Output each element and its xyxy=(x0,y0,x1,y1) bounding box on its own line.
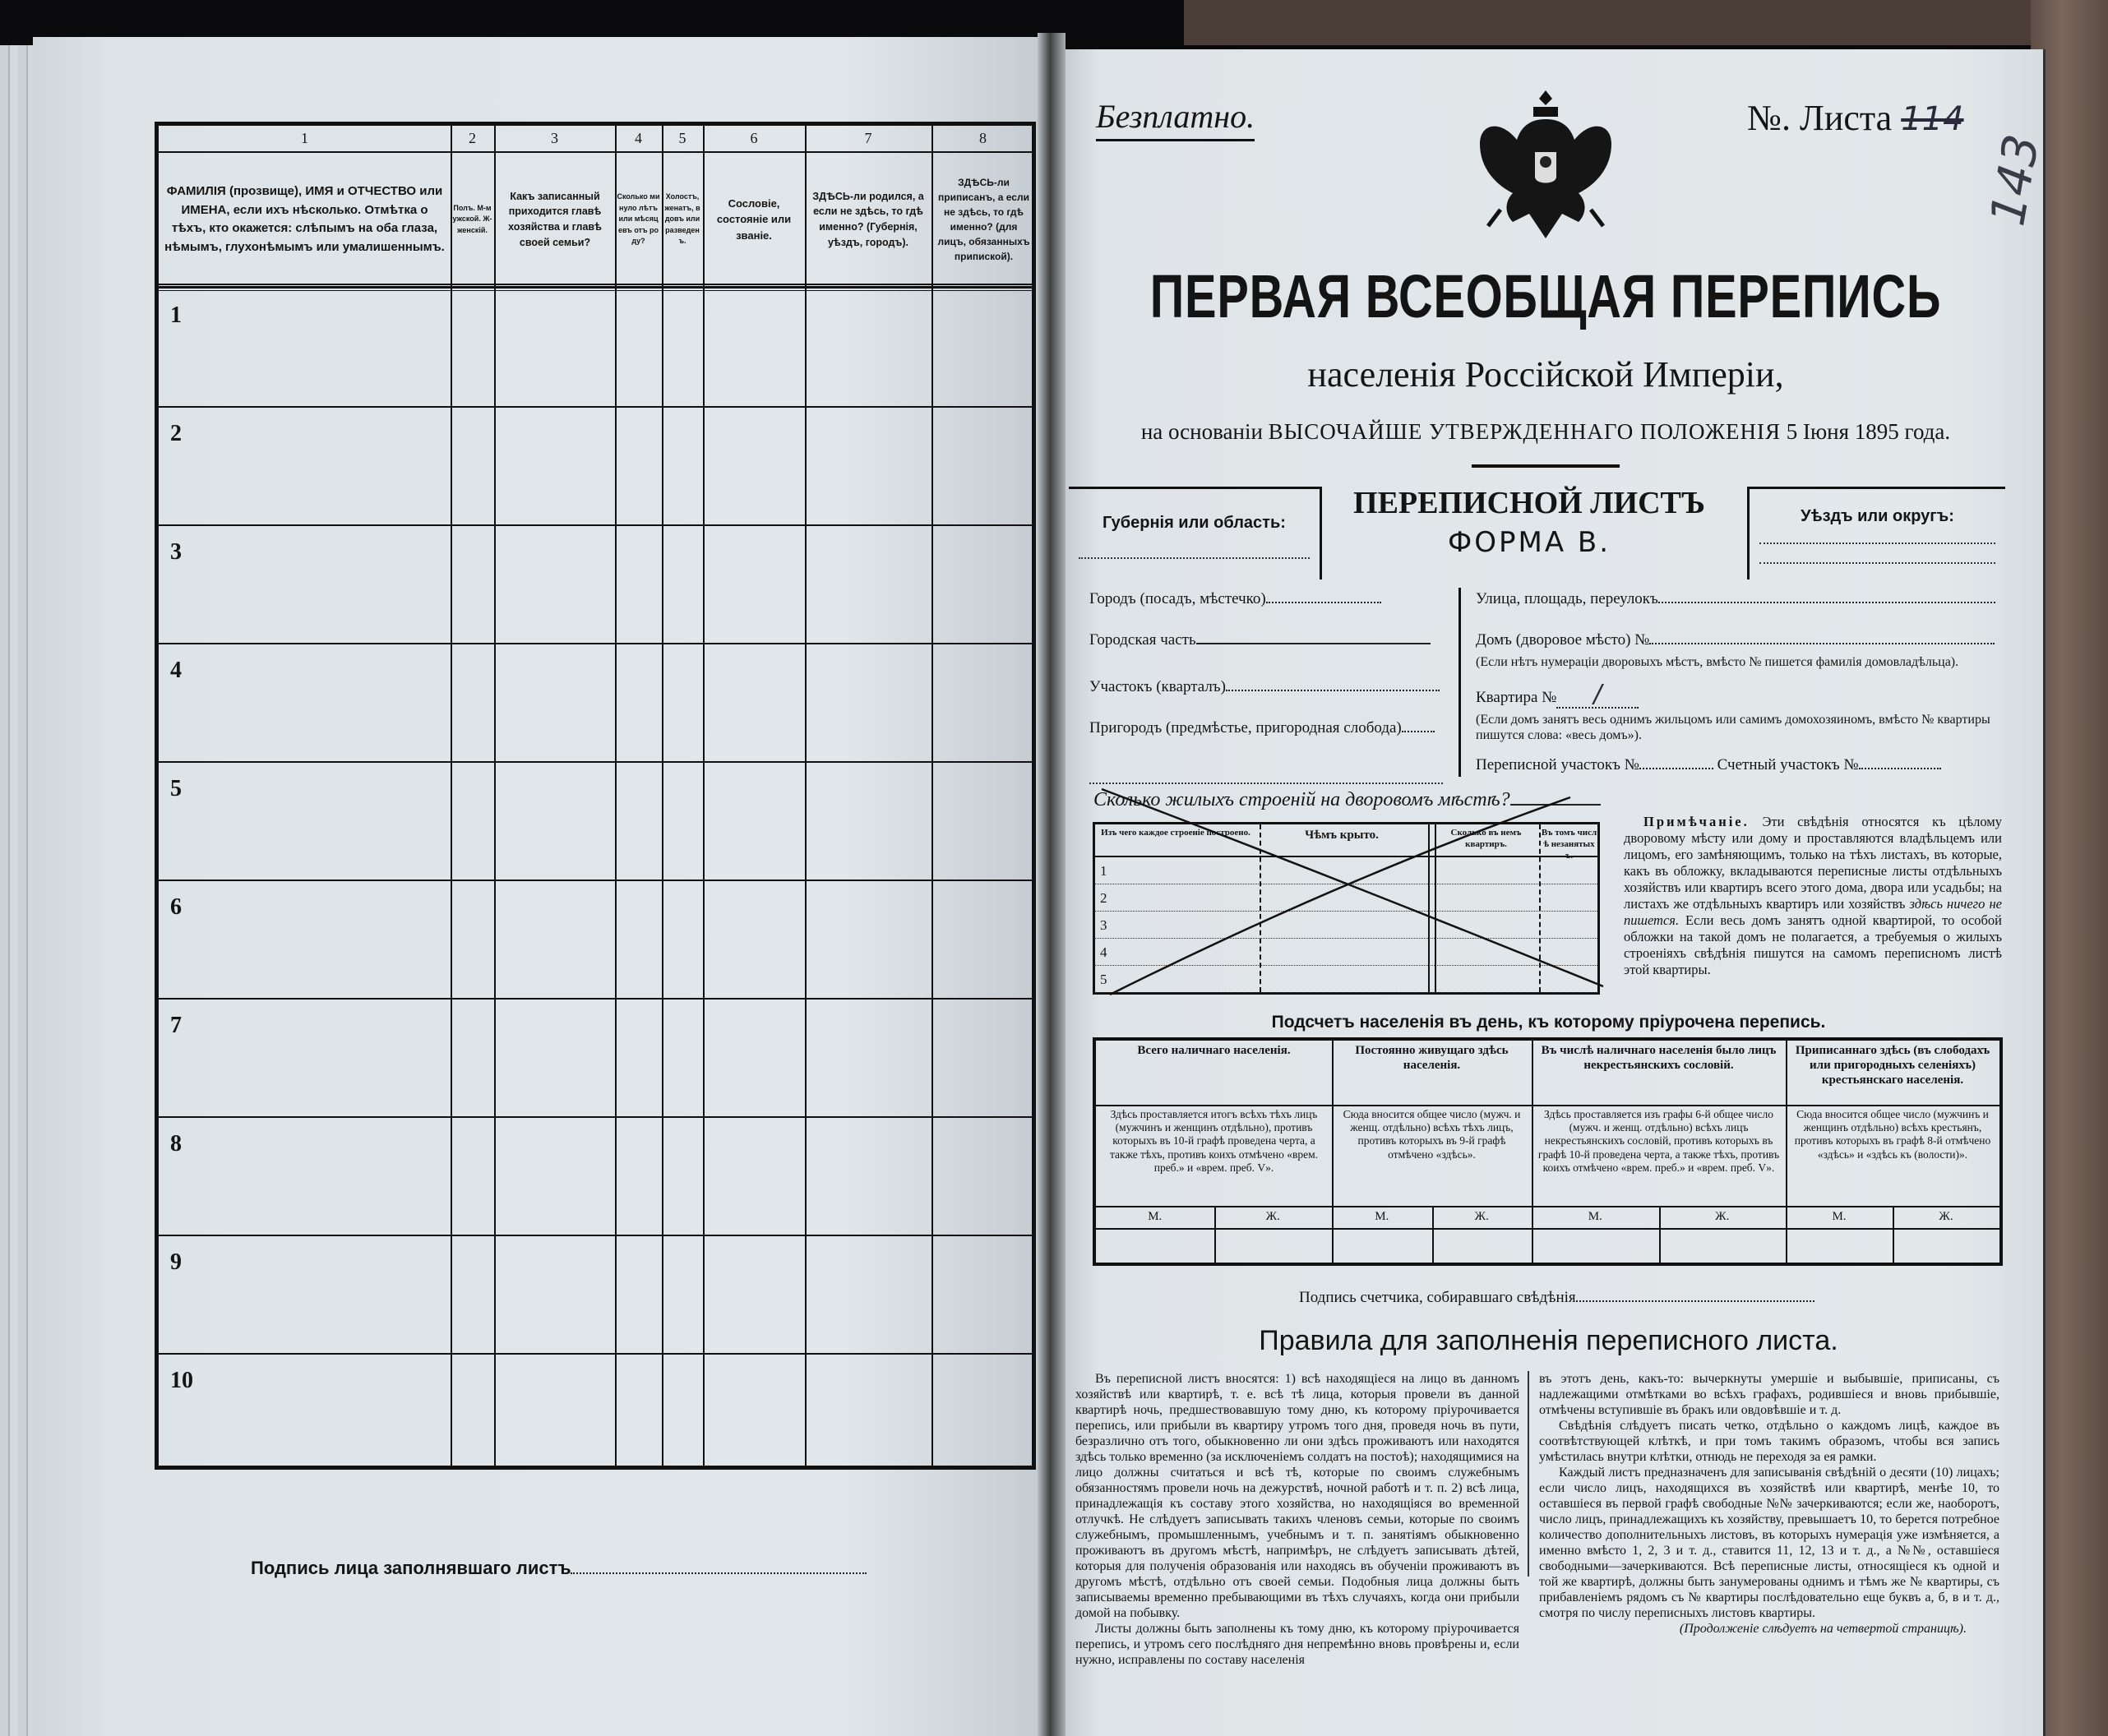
field-house[interactable]: Домъ (дворовое мѣсто) № xyxy=(1476,631,1995,649)
column-number: 1 xyxy=(301,130,308,146)
table-row[interactable] xyxy=(159,406,1032,408)
buildings-row-number: 2 xyxy=(1100,890,1107,906)
rules-paragraph: Въ переписной листъ вносятся: 1) всѣ находящіеся на лицо въ данномъ хозяйствѣ или квартирѣ, т. е. всѣ тѣ лица, которыя провели въ данной квартирѣ ночь, предшествовавшую тому дню, къ которому пріурочивается перепись, или прибыли въ квартиру утромъ того дня, проведя ночь въ пути, безразлично отъ того, обыкновенно ли они здѣсь проживаютъ или находятся здѣсь только временно (за исключеніемъ солдатъ на постоѣ); находящимися на лицо должны считаться и всѣ тѣ, которые по своимъ служебнымъ обязанностямъ провели ночь на дежурствѣ, ночной работѣ и т. п. 2) всѣ лица, принадлежащія къ составу этого хозяйства, но находящіяся во временной отлучкѣ. Не слѣдуетъ записывать такихъ членовъ семьи, которые по своимъ служебнымъ, промышленнымъ, учебнымъ и т. п. занятіямъ обыкновенно проживаютъ въ другомъ мѣстѣ, напримѣръ, не слѣдуетъ записывать дѣтей, которыя для полученія образованія или находясь въ обученіи проживаютъ въ другомъ мѣстѣ, отдѣльно отъ своей семьи. Подобныя лица должны быть записываемы временно пребывающими въ тѣхъ случаяхъ, когда они прибыли домой на побывку. xyxy=(1075,1372,1519,1620)
house-note: (Если нѣтъ нумераціи дворовыхъ мѣстъ, вмѣсто № пишется фамилія домовладѣльца). xyxy=(1476,655,1959,669)
row-number: 8 xyxy=(170,1131,182,1157)
row-number: 2 xyxy=(170,421,182,446)
column-divider xyxy=(615,126,617,1466)
buildings-question[interactable]: Сколько жилыхъ строеній на дворовомъ мѣстѣ? xyxy=(1093,789,1601,811)
field-counting-district: Счетный участокъ № xyxy=(1717,756,1859,773)
field-city[interactable]: Городъ (посадъ, мѣстечко) xyxy=(1089,590,1381,608)
count-column-header: Всего наличнаго населенія. xyxy=(1137,1044,1291,1057)
note-label: Примѣчаніе. xyxy=(1643,814,1750,829)
counter-signature[interactable]: Подпись счетчика, собиравшаго свѣдѣнія xyxy=(1299,1289,1814,1307)
legal-basis-prefix: на основаніи xyxy=(1140,419,1263,444)
row-number: 3 xyxy=(170,539,182,565)
rules-left-column xyxy=(1075,1371,1519,1668)
book-cover-top xyxy=(1184,0,2108,45)
female-count-cell[interactable]: Ж. xyxy=(1715,1210,1730,1223)
legal-basis-caps: ВЫСОЧАЙШЕ УТВЕРЖДЕННАГО ПОЛОЖЕНІЯ xyxy=(1268,419,1782,444)
table-row[interactable] xyxy=(159,288,1032,291)
column-number: 2 xyxy=(469,130,476,146)
note-italic: здѣсь ничего не пишется. xyxy=(1624,896,2002,928)
strike-through-marks xyxy=(1093,781,1620,1011)
column-header-age: Сколько минуло лѣтъ или мѣсяцевъ отъ роду? xyxy=(617,192,660,246)
buildings-row-number: 1 xyxy=(1100,863,1107,879)
table-rule xyxy=(1096,1228,1999,1230)
rules-divider xyxy=(1528,1371,1529,1577)
header-rule xyxy=(159,151,1032,153)
field-suburb[interactable]: Пригородъ (предмѣстье, пригородная слобода) xyxy=(1089,719,1435,737)
table-row[interactable] xyxy=(159,643,1032,644)
rules-continued: (Продолженіе слѣдуетъ на четвертой страницѣ). xyxy=(1679,1622,1967,1636)
province-label: Губернія или область: xyxy=(1103,514,1286,532)
male-count-cell[interactable]: М. xyxy=(1588,1210,1602,1223)
handwritten-folio-number: 143 xyxy=(1979,130,2050,230)
column-header-sex: Полъ. М-мужской. Ж-женскій. xyxy=(452,203,492,234)
table-row[interactable] xyxy=(159,761,1032,763)
column-divider xyxy=(451,126,452,1466)
filler-signature-label: Подпись лица заполнявшаго листъ xyxy=(251,1558,571,1578)
column-header-relation: Какъ записанный приходится главѣ хозяйства и главѣ своей семьи? xyxy=(508,190,602,248)
province-box[interactable] xyxy=(1069,487,1322,579)
buildings-column-header: Чѣмъ крыто. xyxy=(1305,829,1379,842)
row-number: 1 xyxy=(170,302,182,328)
buildings-note xyxy=(1624,814,2002,978)
buildings-column-header: Въ томъ числѣ незанятыхъ. xyxy=(1541,828,1597,861)
female-count-cell[interactable]: Ж. xyxy=(1474,1210,1489,1223)
buildings-row-number: 3 xyxy=(1100,917,1107,933)
column-header-estate: Сословіе, состояніе или званіе. xyxy=(716,196,792,242)
column-divider xyxy=(494,126,496,1466)
count-column-description: Здѣсь проставляется изъ графы 6-й общее число (мужч. и женщ. отдѣльно) всѣхъ лицъ некрестьянскихъ сословій, противъ которыхъ въ графѣ 10-й проведена черта, а также тѣхъ, противъ коихъ отмѣчено «врем. преб.» и «врем. преб. V». xyxy=(1537,1108,1780,1174)
count-column-description: Сюда вносится общее число (мужчинъ и женщинъ отдѣльно) всѣхъ крестьянъ, противъ которыхъ въ графѣ 8-й отмѣчено «здѣсь» и «здѣсь къ (волости)». xyxy=(1794,1108,1991,1161)
count-column-header: Въ числѣ наличнаго населенія было лицъ некрестьянскихъ сословій. xyxy=(1541,1044,1777,1072)
table-row[interactable] xyxy=(159,1353,1032,1355)
rules-paragraph: Каждый листъ предназначенъ для записыванія свѣдѣній о десяти (10) лицахъ; если число лицъ, находящихся въ хозяйствѣ или квартирѣ, менѣе 10, то оставшіеся въ первой графѣ свободные №№ зачеркиваются; если же, наоборотъ, число лицъ, принадлежащихъ къ хозяйству, превышаетъ 10, то берется потребное количество дополнительныхъ листовъ, въ которыхъ нумерація уже измѣняется, а именно вмѣсто 1, 2, 3 и т. д., ставится 11, 12, 13 и т. д., а №№, оставшіеся свободными—зачеркиваются. Всѣ переписные листы, относящіеся къ одной и той же квартирѣ, должны быть занумерованы однимъ и тѣмъ же № квартиры, съ прибавленіемъ рядомъ съ № квартиры послѣдовательно еще буквъ а, б, в и т. д., смотря по числу переписныхъ листовъ квартиры. xyxy=(1539,1466,1999,1620)
count-column-header: Приписаннаго здѣсь (въ слободахъ или пригородныхъ селеніяхъ) крестьянскаго населенія. xyxy=(1795,1044,1990,1087)
imperial-eagle-emblem xyxy=(1476,86,1616,242)
population-count-table xyxy=(1093,1037,2003,1266)
female-count-cell[interactable]: Ж. xyxy=(1939,1210,1953,1223)
female-count-cell[interactable]: Ж. xyxy=(1265,1210,1280,1223)
note-text: Эти свѣдѣнія относятся къ цѣлому дворовому мѣсту или дому и проставляются владѣльцемъ или лицомъ, его замѣняющимъ, только на тѣхъ листахъ, въ которые, какъ въ обложку, вкладываются переписные листы отдѣльныхъ хозяйствъ или квартиръ всего этого дома, двора или усадьбы; на листахъ же отдѣльныхъ квартиръ или хозяйствъ xyxy=(1624,814,2003,912)
row-number: 5 xyxy=(170,776,182,801)
count-column-description: Сюда вносится общее число (мужч. и женщ. отдѣльно) всѣхъ тѣхъ лицъ, противъ которыхъ въ 9-й графѣ отмѣчено «здѣсь». xyxy=(1343,1108,1521,1161)
buildings-column-header: Изъ чего каждое строеніе построено. xyxy=(1101,828,1250,838)
legal-basis xyxy=(1052,419,2039,445)
row-number: 10 xyxy=(170,1368,193,1393)
row-number: 6 xyxy=(170,894,182,920)
book-gutter xyxy=(1038,33,1066,1736)
field-city-part[interactable]: Городская часть xyxy=(1089,631,1431,649)
table-row[interactable] xyxy=(159,1116,1032,1118)
rules-paragraph: Листы должны быть заполнены къ тому дню, къ которому пріурочивается перепись, и утромъ сего послѣдняго дня непремѣнно вновь провѣрены и, если нужно, исправлены по составу населенія xyxy=(1075,1622,1519,1667)
table-row[interactable] xyxy=(159,998,1032,1000)
column-number: 7 xyxy=(864,130,872,146)
column-header-name: ФАМИЛІЯ (прозвище), ИМЯ и ОТЧЕСТВО или ИМЕНА, если ихъ нѣсколько. Отмѣтка о тѣхъ, кто окажется: слѣпымъ на оба глаза, нѣмымъ, глухонѣмымъ или умалишеннымъ. xyxy=(164,184,445,254)
column-number: 5 xyxy=(678,130,686,146)
row-number: 4 xyxy=(170,658,182,683)
rules-paragraph: Свѣдѣнія слѣдуетъ писать четко, отдѣльно о каждомъ лицѣ, каждое въ соотвѣтствующей клѣткѣ, и при томъ такимъ образомъ, чтобы вся запись умѣстилась внутри клѣтки, отнюдь не переходя за ея рамки. xyxy=(1539,1419,1999,1464)
form-name: ФОРМА В. xyxy=(1447,526,1611,559)
table-row[interactable] xyxy=(159,524,1032,526)
form-heading xyxy=(1324,485,1735,559)
column-divider xyxy=(703,126,705,1466)
count-column-description: Здѣсь проставляется итогъ всѣхъ тѣхъ лицъ (мужчинъ и женщинъ отдѣльно), противъ которыхъ въ 10-й графѣ проведена черта, а также тѣхъ, противъ коихъ отмѣчено «врем. преб.» и «врем. преб. V». xyxy=(1109,1108,1319,1174)
free-of-charge-label: Безплатно. xyxy=(1096,97,1255,141)
field-street[interactable]: Улица, площадь, переулокъ xyxy=(1476,590,1995,608)
legal-basis-date: 5 Іюня 1895 года. xyxy=(1786,419,1951,444)
row-number: 9 xyxy=(170,1249,182,1275)
column-divider xyxy=(662,126,663,1466)
column-number: 3 xyxy=(551,130,558,146)
column-number: 8 xyxy=(979,130,987,146)
column-header-marital: Холостъ, женатъ, вдовъ или разведенъ. xyxy=(664,192,700,246)
district-box[interactable] xyxy=(1747,487,2005,579)
note-text-2: Если весь домъ занятъ одной квартирой, то особой обложки на такой домъ не полагается, а требуемыя о жилыхъ строеніяхъ свѣдѣнія пишутся на самомъ переписномъ листѣ этой квартиры. xyxy=(1624,912,2002,977)
fields-divider xyxy=(1458,588,1461,777)
filler-signature-line[interactable] xyxy=(571,1572,867,1574)
count-column-header: Постоянно живущаго здѣсь населенія. xyxy=(1355,1044,1509,1072)
district-label: Уѣздъ или округъ: xyxy=(1801,507,1954,525)
rules-right-column xyxy=(1539,1371,1999,1637)
male-count-cell[interactable]: М. xyxy=(1832,1210,1847,1223)
column-divider xyxy=(805,126,807,1466)
filler-signature xyxy=(251,1558,867,1579)
table-row[interactable] xyxy=(159,1235,1032,1236)
male-count-cell[interactable]: М. xyxy=(1148,1210,1163,1223)
divider xyxy=(1472,464,1620,468)
form-title: ПЕРЕПИСНОЙ ЛИСТЪ xyxy=(1353,486,1705,520)
column-divider xyxy=(931,126,933,1466)
document-subtitle: населенія Россійской Имперіи, xyxy=(1307,354,1784,395)
sheet-number-label: №. Листа xyxy=(1747,98,1893,138)
buildings-row-number: 4 xyxy=(1100,944,1107,960)
rules-paragraph: въ этотъ день, какъ-то: вычеркнуты умершіе и выбывшіе, приписаны, съ надлежащими отмѣтками во всѣхъ графахъ, родившіеся и вновь прибывшіе, отмѣчены вступившіе въ бракъ или овдовѣвшіе и т. д. xyxy=(1539,1372,1999,1417)
field-quarter[interactable]: Участокъ (кварталъ) xyxy=(1089,678,1440,696)
column-number: 6 xyxy=(750,130,758,146)
buildings-row-number: 5 xyxy=(1100,972,1107,987)
table-rule xyxy=(1096,1206,1999,1207)
document-title: ПЕРВАЯ ВСЕОБЩАЯ ПЕРЕПИСЬ xyxy=(1149,262,1942,330)
population-count-title: Подсчетъ населенія въ день, къ которому пріурочена перепись. xyxy=(1271,1013,1826,1032)
apartment-note: (Если домъ занятъ весь однимъ жильцомъ или самимъ домохозяиномъ, вмѣсто № квартиры пишутся слова: «весь домъ»). xyxy=(1476,713,1990,742)
rules-title: Правила для заполненія переписного листа. xyxy=(1259,1325,1838,1356)
row-number: 7 xyxy=(170,1013,182,1038)
field-census-district[interactable]: Переписной участокъ № Счетный участокъ № xyxy=(1476,756,1941,774)
table-rule xyxy=(1096,1105,1999,1106)
apartment-handwritten: / xyxy=(1593,680,1602,709)
column-number: 4 xyxy=(635,130,642,146)
column-header-registration: ЗДѢСЬ-ли приписанъ, а если не здѣсь, то гдѣ именно? (для лицъ, обязанныхъ припиской). xyxy=(937,177,1030,262)
sheet-number xyxy=(1747,97,1964,139)
field-apartment[interactable]: Квартира № / xyxy=(1476,689,1639,709)
table-row[interactable] xyxy=(159,880,1032,881)
sheet-number-handwritten: 114 xyxy=(1901,100,1964,138)
male-count-cell[interactable]: М. xyxy=(1375,1210,1389,1223)
census-persons-table xyxy=(155,122,1036,1470)
buildings-column-header: Сколько въ немъ квартиръ. xyxy=(1450,828,1522,849)
column-header-birthplace: ЗДѢСЬ-ли родился, а если не здѣсь, то гдѣ именно? (Губернія, уѣздъ, городъ). xyxy=(812,190,924,248)
